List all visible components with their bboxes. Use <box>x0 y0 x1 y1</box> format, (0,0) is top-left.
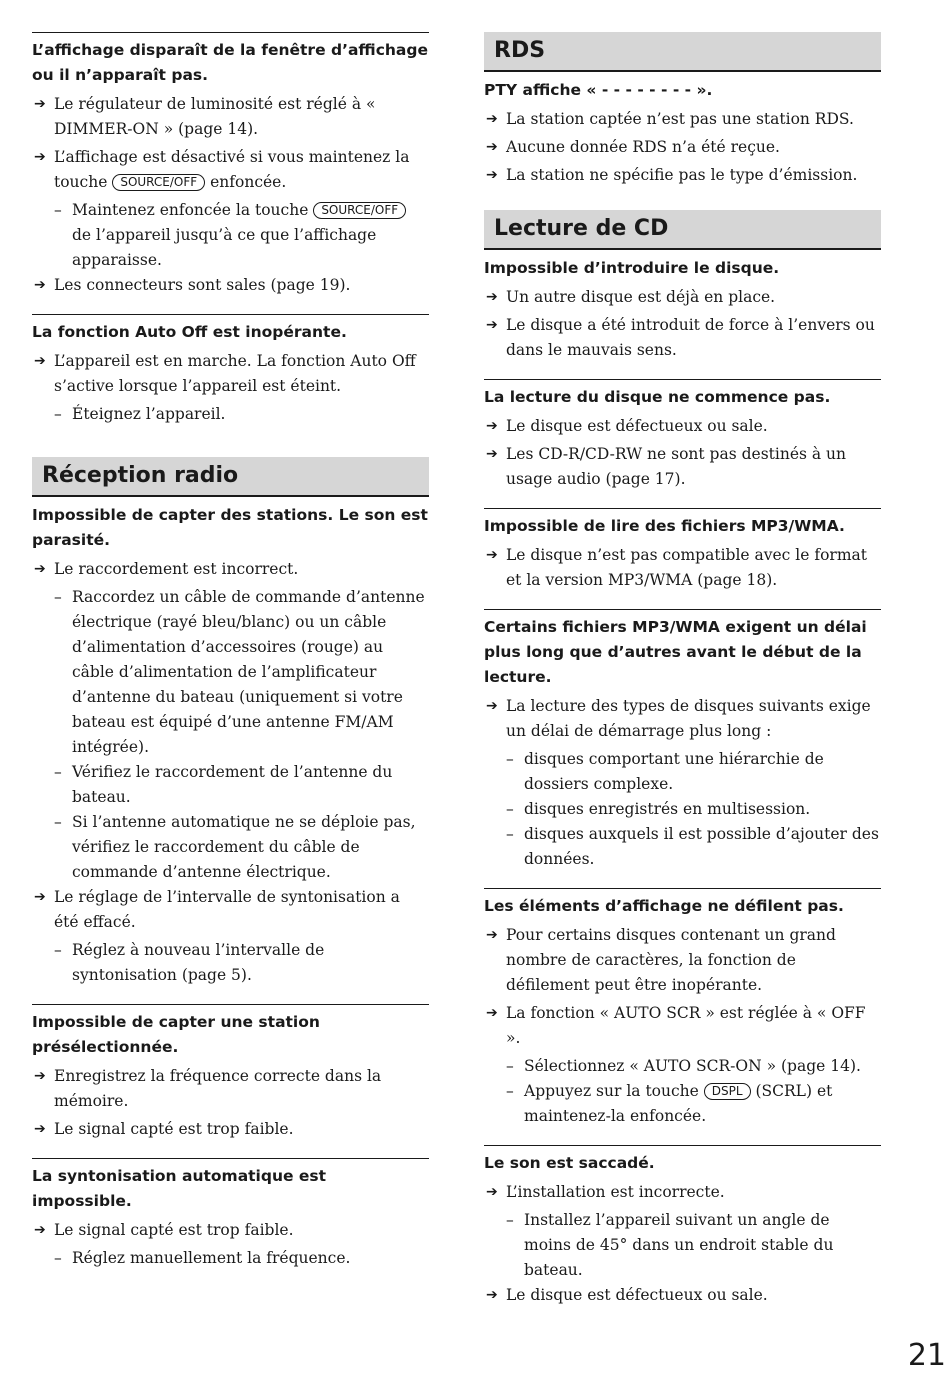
topic-heading: Impossible d’introduire le disque. <box>484 259 780 277</box>
topic-no-stations <box>32 503 429 988</box>
section-radio <box>32 457 429 1271</box>
cause-item: ➔ L’appareil est en marche. La fonction Auto Off s’active lorsque l’appareil est éteint. <box>32 349 429 399</box>
cause-item: ➔ Aucune donnée RDS n’a été reçue. <box>484 135 881 160</box>
arrow-right-icon: ➔ <box>34 96 46 112</box>
arrow-right-icon: ➔ <box>34 1222 46 1238</box>
topic-heading: Certains fichiers MP3/WMA exigent un délai plus long que d’autres avant le début de la lecture. <box>484 618 867 686</box>
cause-item: ➔ La fonction « AUTO SCR » est réglée à « OFF ». <box>484 1001 881 1051</box>
section-title: RDS <box>484 32 881 72</box>
cause-item: ➔ L’affichage est désactivé si vous maintenez la touche SOURCE/OFF enfoncée. <box>32 145 429 195</box>
topic-mp3-wma <box>484 508 881 593</box>
topic-heading: PTY affiche « - - - - - - - - ». <box>484 81 713 99</box>
arrow-right-icon: ➔ <box>34 561 46 577</box>
topic-mp3-delay <box>484 609 881 872</box>
cause-item: ➔ Le régulateur de luminosité est réglé à « DIMMER-ON » (page 14). <box>32 92 429 142</box>
cause-item: ➔ Le réglage de l’intervalle de syntonisation a été effacé. <box>32 885 429 935</box>
remedy-item: – Sélectionnez « AUTO SCR-ON » (page 14). <box>506 1057 861 1075</box>
topic-insert-disc <box>484 256 881 363</box>
arrow-right-icon: ➔ <box>34 353 46 369</box>
arrow-right-icon: ➔ <box>486 446 498 462</box>
topic-heading: Impossible de capter des stations. Le son est parasité. <box>32 506 428 549</box>
arrow-right-icon: ➔ <box>486 139 498 155</box>
arrow-right-icon: ➔ <box>486 167 498 183</box>
arrow-right-icon: ➔ <box>486 927 498 943</box>
cause-item: ➔ Un autre disque est déjà en place. <box>484 285 881 310</box>
remedy-item: – Maintenez enfoncée la touche SOURCE/OFF de l’appareil jusqu’à ce que l’affichage apparaisse. <box>32 198 429 273</box>
topic-pty <box>484 78 881 188</box>
source-off-button-label: SOURCE/OFF <box>313 202 406 219</box>
remedy-item: – disques comportant une hiérarchie de dossiers complexe. <box>506 750 824 793</box>
arrow-right-icon: ➔ <box>486 111 498 127</box>
topic-preset-station <box>32 1004 429 1142</box>
section-cd <box>484 210 881 1308</box>
cause-item: ➔ Pour certains disques contenant un grand nombre de caractères, la fonction de défilement peut être inopérante. <box>484 923 881 998</box>
arrow-right-icon: ➔ <box>34 149 46 165</box>
cause-item: ➔ Le raccordement est incorrect. <box>32 557 429 582</box>
topic-heading: Les éléments d’affichage ne défilent pas. <box>484 897 844 915</box>
arrow-right-icon: ➔ <box>486 547 498 563</box>
arrow-right-icon: ➔ <box>486 1005 498 1021</box>
section-title: Réception radio <box>32 457 429 497</box>
remedy-item: – Si l’antenne automatique ne se déploie pas, vérifiez le raccordement du câble de commande d’antenne électrique. <box>54 813 416 881</box>
cause-item: ➔ Le signal capté est trop faible. <box>32 1218 429 1243</box>
cause-item: ➔ Le disque a été introduit de force à l’envers ou dans le mauvais sens. <box>484 313 881 363</box>
cause-item: ➔ L’installation est incorrecte. <box>484 1180 881 1205</box>
topic-heading: Impossible de lire des fichiers MP3/WMA. <box>484 517 845 535</box>
cause-item: ➔ La lecture des types de disques suivants exige un délai de démarrage plus long : <box>484 694 881 744</box>
cause-item: ➔ Le disque est défectueux ou sale. <box>484 1283 881 1308</box>
remedy-item: – Éteignez l’appareil. <box>54 405 226 423</box>
cause-item: ➔ Enregistrez la fréquence correcte dans la mémoire. <box>32 1064 429 1114</box>
remedy-item: – Raccordez un câble de commande d’antenne électrique (rayé bleu/blanc) ou un câble d’alimentation d’accessoires (rouge) au câble d’alimentation de l’amplificateur d’antenne du bateau (uniquement si votre bateau est équipé d’une antenne FM/AM intégrée). <box>54 588 425 756</box>
cause-item: ➔ Le signal capté est trop faible. <box>32 1117 429 1142</box>
remedy-item: – Installez l’appareil suivant un angle de moins de 45° dans un endroit stable du bateau. <box>506 1211 834 1279</box>
topic-heading: La syntonisation automatique est impossible. <box>32 1167 327 1210</box>
source-off-button-label: SOURCE/OFF <box>112 174 205 191</box>
section-title: Lecture de CD <box>484 210 881 250</box>
arrow-right-icon: ➔ <box>486 418 498 434</box>
topic-heading: La fonction Auto Off est inopérante. <box>32 323 347 341</box>
topic-heading: La lecture du disque ne commence pas. <box>484 388 831 406</box>
topic-auto-off <box>32 314 429 427</box>
arrow-right-icon: ➔ <box>486 698 498 714</box>
arrow-right-icon: ➔ <box>34 277 46 293</box>
arrow-right-icon: ➔ <box>34 1121 46 1137</box>
arrow-right-icon: ➔ <box>486 1287 498 1303</box>
remedy-item: – Vérifiez le raccordement de l’antenne du bateau. <box>54 763 393 806</box>
topic-heading: Impossible de capter une station présélectionnée. <box>32 1013 320 1056</box>
page-number: 21 <box>907 1338 946 1373</box>
left-column <box>32 32 429 1289</box>
arrow-right-icon: ➔ <box>486 1184 498 1200</box>
arrow-right-icon: ➔ <box>486 289 498 305</box>
remedy-item: – Réglez manuellement la fréquence. <box>54 1249 351 1267</box>
arrow-right-icon: ➔ <box>486 317 498 333</box>
remedy-item: – disques enregistrés en multisession. <box>506 800 811 818</box>
topic-scroll <box>484 888 881 1129</box>
remedy-item: – Réglez à nouveau l’intervalle de syntonisation (page 5). <box>54 941 325 984</box>
arrow-right-icon: ➔ <box>34 1068 46 1084</box>
topic-skipping <box>484 1145 881 1308</box>
cause-item: ➔ Les connecteurs sont sales (page 19). <box>32 273 429 298</box>
remedy-item: – Appuyez sur la touche DSPL (SCRL) et maintenez-la enfoncée. <box>506 1082 833 1125</box>
section-rds <box>484 32 881 188</box>
cause-item: ➔ La station ne spécifie pas le type d’émission. <box>484 163 881 188</box>
cause-item: ➔ Le disque n’est pas compatible avec le format et la version MP3/WMA (page 18). <box>484 543 881 593</box>
topic-playback-start <box>484 379 881 492</box>
topic-display-disappears <box>32 32 429 298</box>
topic-auto-tuning <box>32 1158 429 1271</box>
remedy-item: – disques auxquels il est possible d’ajouter des données. <box>506 825 879 868</box>
cause-item: ➔ La station captée n’est pas une station RDS. <box>484 107 881 132</box>
right-column <box>484 32 881 1326</box>
topic-heading: L’affichage disparaît de la fenêtre d’affichage ou il n’apparaît pas. <box>32 41 428 84</box>
cause-item: ➔ Le disque est défectueux ou sale. <box>484 414 881 439</box>
cause-item: ➔ Les CD-R/CD-RW ne sont pas destinés à un usage audio (page 17). <box>484 442 881 492</box>
arrow-right-icon: ➔ <box>34 889 46 905</box>
dspl-button-label: DSPL <box>704 1083 751 1100</box>
topic-heading: Le son est saccadé. <box>484 1154 655 1172</box>
